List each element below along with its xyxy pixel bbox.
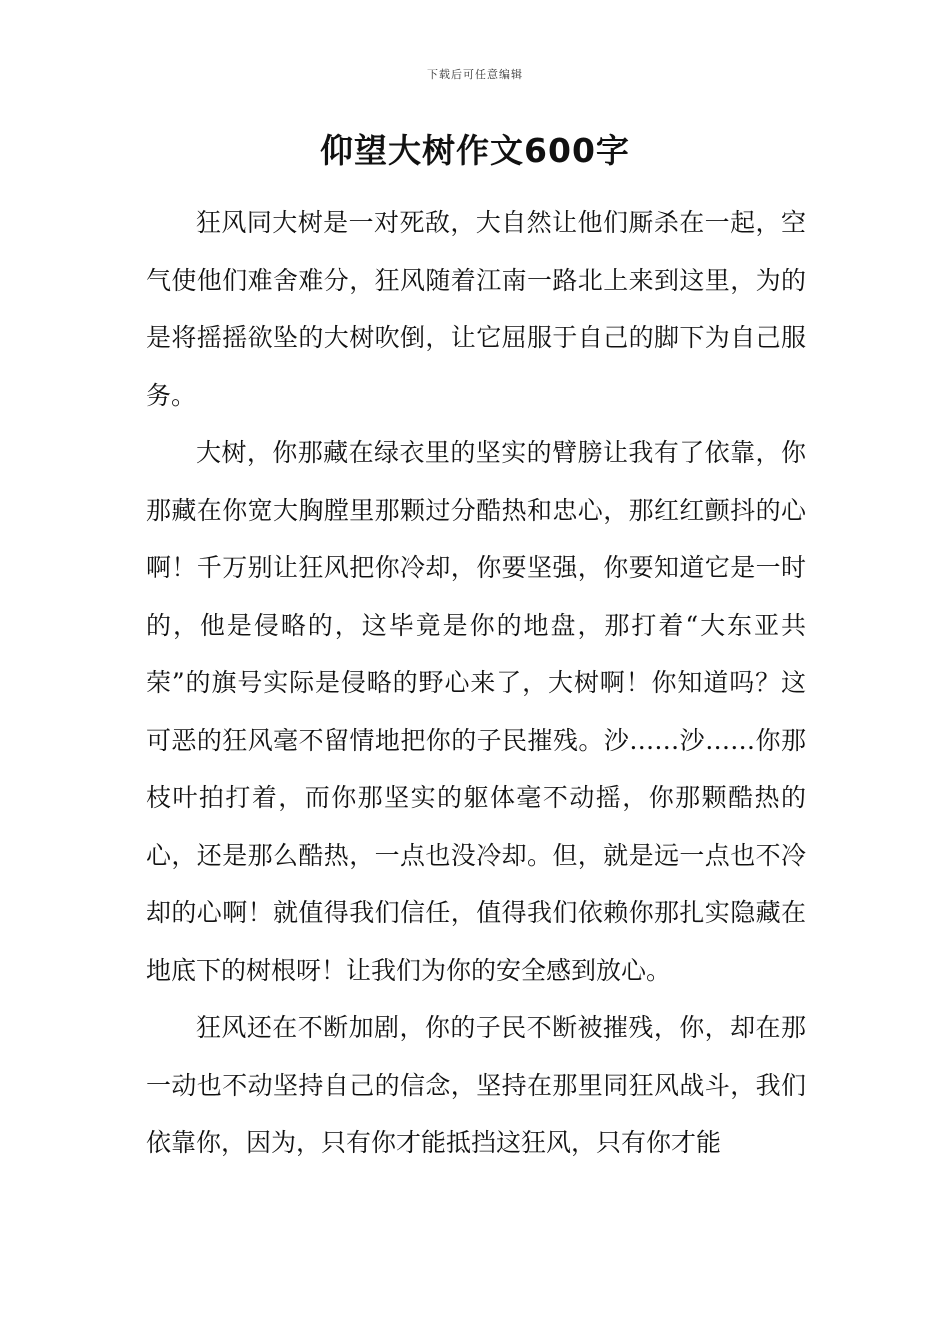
paragraph-1: 狂风同大树是一对死敌，大自然让他们厮杀在一起，空气使他们难舍难分，狂风随着江南一路北上来到这里，为的是将摇摇欲坠的大树吹倒，让它屈服于自己的脚下为自己服务。 (146, 208, 806, 410)
paragraph-3: 狂风还在不断加剧，你的子民不断被摧残，你，却在那一动也不动坚持自己的信念，坚持在那里同狂风战斗，我们依靠你，因为，只有你才能抵挡这狂风，只有你才能 (146, 1013, 806, 1157)
header-note: 下载后可任意编辑 (427, 68, 523, 81)
document-body (146, 194, 806, 1172)
paragraph-2: 大树，你那藏在绿衣里的坚实的臂膀让我有了依靠，你那藏在你宽大胸膛里那颗过分酷热和忠心，那红红颤抖的心啊！千万别让狂风把你冷却，你要坚强，你要知道它是一时的，他是侵略的，这毕竟是你的地盘，那打着“大东亚共荣”的旗号实际是侵略的野心来了，大树啊！你知道吗？这可恶的狂风毫不留情地把你的子民摧残。沙……沙……你那枝叶拍打着，而你那坚实的躯体毫不动摇，你那颗酷热的心，还是那么酷热，一点也没冷却。但，就是远一点也不冷却的心啊！就值得我们信任，值得我们依赖你那扎实隐藏在地底下的树根呀！让我们为你的安全感到放心。 (146, 438, 806, 985)
document-title: 仰望大树作文600字 (320, 131, 630, 170)
